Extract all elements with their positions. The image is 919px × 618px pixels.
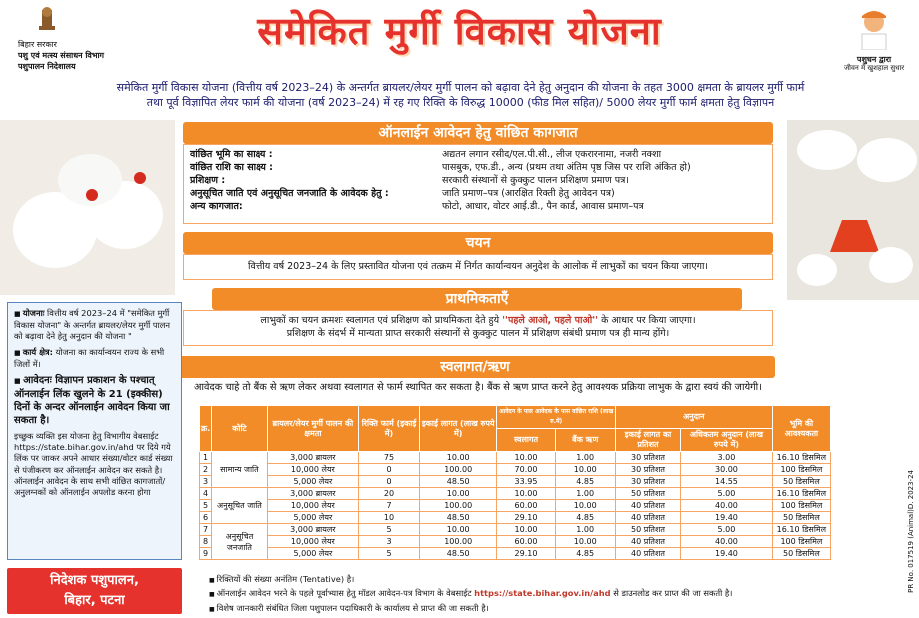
table-cell: 4.85	[555, 512, 615, 524]
table-cell: 48.50	[419, 476, 497, 488]
table-cell: 100.00	[419, 464, 497, 476]
table-cell: 10.00	[497, 488, 555, 500]
scheme-text: वित्तीय वर्ष 2023–24 में "समेकित मुर्गी विकास योजना" के अन्तर्गत ब्रायलर/लेयर मुर्गी पालन को बढ़ावा देने हेतु अनुदान की योजना "	[14, 308, 171, 342]
table-cell: 48.50	[419, 512, 497, 524]
table-cell: 3,000 ब्रायलर	[267, 452, 358, 464]
table-cell: 50 डिसमिल	[772, 512, 830, 524]
table-cell: 30 प्रतिशत	[615, 452, 680, 464]
table-cell: 40 प्रतिशत	[615, 548, 680, 560]
priority-heading: प्राथमिकताएँ	[212, 288, 742, 310]
table-cell: 40 प्रतिशत	[615, 500, 680, 512]
table-cell: 3	[359, 536, 420, 548]
table-cell: 6	[200, 512, 212, 524]
table-cell: 0	[359, 464, 420, 476]
table-cell: 10.00	[419, 488, 497, 500]
table-cell: 10,000 लेयर	[267, 500, 358, 512]
th-grant-max: अधिकतम अनुदान (लाख रुपये में)	[681, 429, 773, 452]
loan-heading: स्वलागत/ऋण	[175, 356, 775, 378]
table-cell: 5	[200, 500, 212, 512]
th-no: क्र.	[200, 406, 212, 452]
table-cell: 100.00	[419, 536, 497, 548]
docs-box	[183, 144, 773, 224]
intro-line-1: समेकित मुर्गी विकास योजना (वित्तीय वर्ष 2023–24) के अन्तर्गत ब्रायलर/लेयर मुर्गी पालन को बढ़ावा देने हेतु अनुदान की योजना के तहत 3000 क्षमता के ब्रायलर मुर्गी फार्म	[116, 81, 805, 94]
table-cell: 10.00	[419, 524, 497, 536]
th-self: स्वलागत	[497, 429, 555, 452]
table-cell: 100.00	[419, 500, 497, 512]
table-cell: 30.00	[681, 464, 773, 476]
table-cell: 33.95	[497, 476, 555, 488]
th-share: आवेदन के पास आवेदक के पास वांछित राशि (लाख रु.में)	[497, 406, 615, 429]
table-cell: 3,000 ब्रायलर	[267, 524, 358, 536]
table-cell: 20	[359, 488, 420, 500]
gov-line-2: पशु एवं मत्स्य संसाधन विभाग	[18, 51, 105, 60]
table-cell-category: अनुसूचित जाति	[212, 488, 267, 524]
table-cell: 10.00	[419, 452, 497, 464]
table-row	[200, 512, 831, 524]
th-land: भूमि की आवश्यकता	[772, 406, 830, 452]
gov-line-3: पशुपालन निदेशालय	[18, 62, 76, 71]
table-row	[200, 500, 831, 512]
table-cell: 7	[359, 500, 420, 512]
table-row	[200, 452, 831, 464]
table-cell: 4.85	[555, 476, 615, 488]
doc-value: फोटो, आधार, वोटर आई.डी., पैन कार्ड, आवास प्रमाण–पत्र	[442, 201, 644, 212]
note-2a: ऑनलाईन आवेदन भरने के पहले पूर्वाभ्यास हेतु मॉडल आवेदन-पत्र विभाग के वेबसाईट	[216, 588, 472, 599]
director-signature	[7, 568, 182, 614]
table-cell: 16.10 डिसमिल	[772, 524, 830, 536]
table-cell: 0	[359, 476, 420, 488]
table-cell: 10,000 लेयर	[267, 464, 358, 476]
right-line-1: पशुधन द्वारा	[856, 55, 892, 64]
table-cell: 2	[200, 464, 212, 476]
table-cell: 50 प्रतिशत	[615, 524, 680, 536]
doc-key: अनुसूचित जाति एवं अनुसूचित जनजाति के आवेदक हेतु :	[190, 188, 389, 199]
table-row	[200, 488, 831, 500]
apply-text: ■ आवेदनः विज्ञापन प्रकाशन के पश्चात् ऑनलाईन लिंक खुलने के 21 (इक्कीस) दिनों के अन्दर ऑनलाईन आवेदन किया जा सकता है।	[14, 374, 175, 427]
chickens-photo-left	[0, 120, 175, 295]
table-cell: 40.00	[681, 536, 773, 548]
table-cell: 100 डिसमिल	[772, 536, 830, 548]
intro-line-2: तथा पूर्व विज्ञापित लेयर फार्म की योजना (वर्ष 2023–24) में रह गए रिक्ति के विरुद्ध 10000 (फीड मिल सहित)/ 5000 लेयर मुर्गी फार्म क्षमता हेतु विज्ञापन	[146, 96, 775, 109]
table-cell: 100 डिसमिल	[772, 464, 830, 476]
doc-row	[190, 161, 766, 174]
table-cell: 5	[359, 524, 420, 536]
priority-line-1a: लाभुकों का चयन क्रमशः स्वलागत एवं प्रशिक्षण को प्राथमिकता देते हुये	[260, 315, 500, 326]
table-cell: 1.00	[555, 524, 615, 536]
table-row	[200, 476, 831, 488]
priority-line-1b: के आधार पर किया जाएगा।	[601, 315, 696, 326]
table-cell: 40 प्रतिशत	[615, 512, 680, 524]
th-grant-pct: इकाई लागत का प्रतिशत	[615, 429, 680, 452]
table-cell: 30 प्रतिशत	[615, 464, 680, 476]
table-row	[200, 464, 831, 476]
doc-value: पासबुक, एफ.डी., अन्य (प्रथम तथा अंतिम पृष्ठ जिस पर राशि अंकित हो)	[442, 162, 691, 173]
doc-row	[190, 187, 766, 200]
table-cell: 10.00	[555, 536, 615, 548]
chickens-photo-right	[787, 120, 919, 300]
doc-key: वांछित राशि का साक्ष्य :	[190, 162, 273, 173]
director-line-1: निदेशक पशुपालन,	[50, 573, 139, 588]
table-cell: 19.40	[681, 512, 773, 524]
table-cell: 3	[200, 476, 212, 488]
table-row	[200, 548, 831, 560]
note-2b: से डाउनलोड कर प्राप्त की जा सकती है।	[613, 588, 733, 599]
doc-row	[190, 148, 766, 161]
gov-line-1: बिहार सरकार	[18, 40, 57, 49]
table-cell: 14.55	[681, 476, 773, 488]
table-cell: 100 डिसमिल	[772, 500, 830, 512]
table-cell: 50 डिसमिल	[772, 476, 830, 488]
doc-row	[190, 174, 766, 187]
table-cell: 10.00	[497, 524, 555, 536]
doc-key: प्रशिक्षण :	[190, 175, 226, 186]
table-cell: 10.00	[555, 500, 615, 512]
process-text: इच्छुक व्यक्ति इस योजना हेतु विभागीय वेबसाईट https://state.bihar.gov.in/ahd पर दिये गये लिंक पर जाकर अपने आधार संख्या/वोटर कार्ड संख्या से पंजीकरण कर ऑनलाईन आवेदन कर सकते है। ऑनलाईन आवेदन के साथ सभी वांछित कागजातों/अनुलग्नकों को ऑनलाईन अपलोड करना होगा	[14, 431, 173, 498]
doc-value: सरकारी संस्थानों से कुक्कुट पालन प्रशिक्षण प्रमाण पत्र।	[442, 175, 629, 186]
table-cell: 3,000 ब्रायलर	[267, 488, 358, 500]
table-cell: 70.00	[497, 464, 555, 476]
table-cell: 7	[200, 524, 212, 536]
note-2	[209, 587, 732, 601]
table-cell: 75	[359, 452, 420, 464]
right-line-2: जीवन में खुशहाल सुधार	[843, 64, 905, 72]
scheme-info-box	[7, 302, 182, 560]
selection-text: वित्तीय वर्ष 2023–24 के लिए प्रस्तावित योजना एवं तत्क्रम में निर्गत कार्यान्वयन अनुदेश के आलोक में लाभुकों का चयन किया जाएगा।	[183, 254, 773, 280]
table-cell: 50 प्रतिशत	[615, 488, 680, 500]
website-link[interactable]: https://state.bihar.gov.in/ahd	[474, 588, 611, 599]
table-cell-category: अनुसूचित जनजाति	[212, 524, 267, 560]
priority-line-2: प्रशिक्षण के संदर्भ में मान्यता प्राप्त सरकारी संस्थानों से कुक्कुट पालन में प्रशिक्षण संबंधी प्रमाण पत्र ही मान्य होंगे।	[286, 328, 670, 339]
table-cell: 5.00	[681, 524, 773, 536]
table-cell: 5.00	[681, 488, 773, 500]
director-line-2: बिहार, पटना	[64, 593, 125, 608]
table-cell: 10.00	[497, 452, 555, 464]
note-3: ■ विशेष जानकारी संबंधित जिला पशुपालन पदाधिकारी के कार्यालय से प्राप्त की जा सकती है।	[209, 602, 732, 616]
table-row	[200, 524, 831, 536]
doc-value: अद्यतन लगान रसीद/एल.पी.सी., लीज एकरारनामा, नजरी नक्शा	[442, 149, 662, 160]
table-cell: 19.40	[681, 548, 773, 560]
th-grant: अनुदान	[615, 406, 772, 429]
table-cell: 5,000 लेयर	[267, 548, 358, 560]
table-cell: 1	[200, 452, 212, 464]
table-cell: 5,000 लेयर	[267, 512, 358, 524]
table-cell: 8	[200, 536, 212, 548]
table-cell: 4	[200, 488, 212, 500]
table-cell: 10.00	[555, 464, 615, 476]
pr-number: PR No. 017519 (Animal)D. 2023-24	[907, 470, 915, 593]
docs-heading: ऑनलाईन आवेदन हेतु वांछित कागजात	[183, 122, 773, 144]
th-bank: बैंक ऋण	[555, 429, 615, 452]
scheme-label: योजनाः	[22, 308, 45, 318]
table-cell: 29.10	[497, 548, 555, 560]
subsidy-table	[199, 405, 831, 560]
th-vacancy: रिक्ति फार्म (इकाई में)	[359, 406, 420, 452]
page-title: समेकित मुर्गी विकास योजना	[257, 9, 662, 53]
th-category: कोटि	[212, 406, 267, 452]
table-cell: 5	[359, 548, 420, 560]
table-cell: 30 प्रतिशत	[615, 476, 680, 488]
doc-key: अन्य कागजात:	[190, 201, 243, 212]
doc-key: वांछित भूमि का साक्ष्य :	[190, 149, 273, 160]
table-cell: 40.00	[681, 500, 773, 512]
table-cell: 60.00	[497, 536, 555, 548]
doc-value: जाति प्रमाण–पत्र (आरक्षित रिक्ती हेतु आवेदन पत्र)	[442, 188, 615, 199]
table-cell: 9	[200, 548, 212, 560]
table-row	[200, 536, 831, 548]
intro-text	[88, 80, 833, 110]
selection-heading: चयन	[183, 232, 773, 254]
table-cell: 3.00	[681, 452, 773, 464]
footnotes	[209, 573, 732, 616]
table-cell: 29.10	[497, 512, 555, 524]
table-cell: 50 डिसमिल	[772, 548, 830, 560]
loan-text: आवेदक चाहे तो बैंक से ऋण लेकर अथवा स्वलागत से फार्म स्थापित कर सकता है। बैंक से ऋण प्राप्त करने हेतु आवश्यक प्रक्रिया लाभुक के द्वारा स्वयं की जायेगी।	[194, 382, 762, 393]
th-unit-cost: इकाई लागत (लाख रुपये में)	[419, 406, 497, 452]
table-cell: 1.00	[555, 488, 615, 500]
priority-quote: ''पहले आओ, पहले पाओ''	[502, 315, 599, 326]
priority-box	[183, 310, 773, 346]
table-cell: 4.85	[555, 548, 615, 560]
table-cell: 40 प्रतिशत	[615, 536, 680, 548]
doc-row	[190, 200, 766, 213]
table-cell: 10,000 लेयर	[267, 536, 358, 548]
table-cell: 48.50	[419, 548, 497, 560]
table-cell: 10	[359, 512, 420, 524]
th-capacity: ब्रायलर/लेयर मुर्गी पालन की क्षमता	[267, 406, 358, 452]
area-text: योजना का कार्यान्वयन राज्य के सभी जिलों में।	[14, 346, 165, 369]
table-cell-category: सामान्य जाति	[212, 452, 267, 488]
area-label: कार्य क्षेत्र:	[22, 346, 53, 357]
table-cell: 16.10 डिसमिल	[772, 488, 830, 500]
table-cell: 16.10 डिसमिल	[772, 452, 830, 464]
table-cell: 5,000 लेयर	[267, 476, 358, 488]
note-1: ■ रिक्तियों की संख्या अनंतिम (Tentative) है।	[209, 573, 732, 587]
table-cell: 1.00	[555, 452, 615, 464]
table-cell: 60.00	[497, 500, 555, 512]
